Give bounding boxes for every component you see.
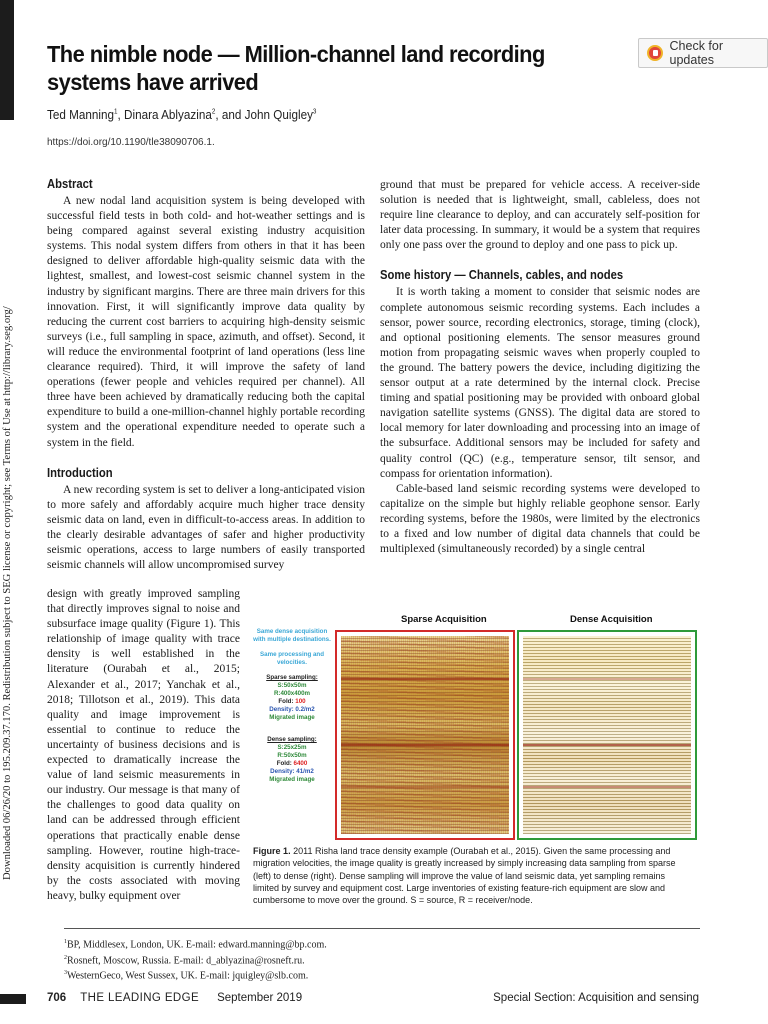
fold-label: Fold:	[276, 760, 294, 767]
page-number: 706	[47, 992, 67, 1004]
check-for-updates-label: Check for updates	[669, 39, 724, 67]
author-list	[47, 107, 316, 122]
footnote-mark: 1	[64, 939, 67, 945]
author-separator: , and	[215, 107, 245, 122]
dense-density: Density: 41/m2	[270, 768, 314, 775]
legend-note: Same processing and velocities.	[260, 651, 324, 666]
history-heading: Some history — Channels, cables, and nodes	[380, 268, 624, 283]
download-notice: Downloaded 06/26/20 to 195.209.37.170. Redistribution subject to SEG license or copyright; see Terms of Use at http://library.seg.org/	[2, 306, 13, 880]
dense-source-spacing: S:25x25m	[277, 744, 307, 751]
dense-migrated: Migrated image	[269, 776, 315, 783]
footnote	[64, 936, 327, 952]
author-name: Ted Manning	[47, 107, 115, 122]
dense-receiver-spacing: R:50x50m	[277, 752, 307, 759]
fold-label: Fold:	[278, 698, 296, 705]
abstract-heading: Abstract	[47, 177, 93, 191]
sidebar-decoration	[0, 0, 14, 120]
footnote-mark: 3	[64, 970, 67, 977]
dense-acquisition-title: Dense Acquisition	[570, 614, 653, 625]
caption-label: Figure 1.	[253, 846, 291, 857]
sparse-acquisition-title: Sparse Acquisition	[401, 614, 487, 625]
check-for-updates-button[interactable]	[638, 38, 768, 68]
left-column	[47, 176, 365, 573]
fold-value: 6400	[293, 760, 308, 767]
sparse-receiver-spacing: R:400x400m	[273, 690, 311, 697]
sparse-sampling-heading: Sparse sampling:	[266, 674, 318, 681]
body-paragraph: Cable-based land seismic recording systems were developed to capitalize on the simple but highly reliable geophone sensor. Early recording systems, before the 1980s, were limited by the electronics to a fixed and low number of digital data channels that could be multiplexed (simultaneously recorded) by a single central	[380, 482, 700, 556]
doi-link[interactable]: https://doi.org/10.1190/tle38090706.1.	[47, 137, 215, 148]
footnote-text: Rosneft, Moscow, Russia. E-mail: d_ablyazina@rosneft.ru.	[67, 954, 305, 966]
article-title: The nimble node — Million-channel land recording systems have arrived	[47, 41, 545, 95]
left-column-narrow	[47, 587, 240, 904]
body-paragraph: It is worth taking a moment to consider that seismic nodes are complete autonomous seismic recording systems. Each includes a sensor, power source, recording electronics, storage, timing (clock), and optional positioning elements. The sensor measures ground motion from propagating seismic waves when properly coupled to the ground. The battery powers the device, including digitizing the sensor output at a rate determined by the internal clock. Precise timing and spatial positioning may be provided with onboard global navigation satellite systems (GNSS). The digital data are stored to local memory for later downloading and processing into an image of the subsurface. Additional sensors may be included for safety and quality control (QC) (e.g., temperature sensor, tilt sensor, and compass for orientation information).	[380, 286, 700, 480]
figure-1	[253, 608, 699, 840]
right-column	[380, 178, 700, 557]
journal-name: THE LEADING EDGE	[80, 992, 200, 1004]
author-name: John Quigley	[244, 107, 313, 122]
dense-seismic-image	[517, 630, 697, 840]
legend-note: Same dense acquisition with multiple destinations.	[253, 628, 331, 643]
affiliation-mark: 2	[211, 108, 216, 116]
body-paragraph: ground that must be prepared for vehicle access. A receiver-side solution is needed that is lightweight, small, cableless, does not require line clearance to deploy, and can accurately self-position for later data processing. In summary, it would be a system that requires only one pass over the ground to deploy and one pass to pick up.	[380, 179, 700, 252]
footnote-text: WesternGeco, West Sussex, UK. E-mail: jquigley@slb.com.	[67, 970, 309, 982]
figure-caption	[253, 846, 676, 907]
dense-fold	[253, 760, 331, 768]
footnotes	[64, 936, 327, 983]
caption-text: 2011 Risha land trace density example (Ourabah et al., 2015). Given the same processing and migration velocities, the image quality is greatly increased by simply increasing data sampling from sparse (left) to dense (right). Dense sampling will improve the value of land seismic data, yet sampling remains limited by survey and equipment cost. Large inventories of existing feature-rich equipment are slow and cumbersome to move over the ground. S = source, R = receiver/node.	[253, 846, 676, 907]
author-name: Dinara Ablyazina	[124, 107, 212, 122]
section-name: Special Section: Acquisition and sensing	[493, 992, 699, 1004]
introduction-heading: Introduction	[47, 465, 113, 480]
fold-value: 100	[295, 698, 306, 705]
affiliation-mark: 3	[312, 108, 317, 116]
affiliation-mark: 1	[114, 108, 118, 116]
footnote	[64, 967, 327, 983]
issue-date: September 2019	[217, 992, 303, 1004]
page-footer	[47, 992, 699, 1004]
sparse-fold	[253, 698, 331, 706]
author-separator: ,	[117, 107, 125, 122]
sparse-seismic-image	[335, 630, 515, 840]
sparse-density: Density: 0.2/m2	[269, 706, 315, 713]
footer-decoration	[0, 994, 26, 1004]
dense-sampling-heading: Dense sampling:	[267, 736, 317, 743]
figure-legend	[253, 628, 331, 784]
crossmark-icon	[647, 45, 663, 61]
sparse-source-spacing: S:50x50m	[277, 682, 307, 689]
footnote-mark: 2	[64, 954, 67, 961]
footnote	[64, 952, 327, 968]
sparse-migrated: Migrated image	[269, 714, 315, 721]
footnote-text: BP, Middlesex, London, UK. E-mail: edward.manning@bp.com.	[67, 939, 327, 951]
intro-paragraph-continued: design with greatly improved sampling that directly improves signal to noise and subsurface image quality (Figure 1). This relationship of image quality with trace density is well established in the literature (Ourabah et al., 2015; Alexander et al., 2017; Yanchak et al., 2018; Tillotson et al., 2019). This data quality and image improvement is essential to continue to reduce the uncertainty of business decisions and is expected to dramatically increase the value of land seismic measurements in our industry. Our message is that many of the challenges to good data quality on land can be addressed through efficient operations that practically enable dense sampling. However, routine high-trace-density acquisition is currently hindered by the costs associated with moving heavy, bulky equipment over	[47, 588, 240, 902]
intro-paragraph: A new recording system is set to deliver a long-anticipated vision to more safely and affordably acquire much higher trace density seismic data on land, even in difficult-to-access areas. In addition to the clearly desirable advantages of safer and higher productivity seismic operations, access to large numbers of easily transported seismic channels will allow uncompromised survey	[47, 483, 365, 572]
footnote-divider	[64, 928, 700, 929]
abstract-text: A new nodal land acquisition system is being developed with successful field tests in both cold- and hot-weather settings and is being compared against several existing industry acquisition systems. This nodal system differs from others in that it has been designed to deliver affordable high-quality seismic data with the lightest, smallest, and lowest-cost seismic channel system in the industry by significant margins. There are three main drivers for this innovation. First, it will significantly improve data quality by reducing the current cost barriers to acquiring high-density seismic surveys (i.e., full sampling in space, azimuth, and offset). Second, it will reduce the environmental footprint of land operations (less line clearance required). Third, it will improve the safety of land operations (fewer people and vehicles required per channel). All three have been achieved by dramatically reducing both the capital expenditure to build a one-million-channel highly portable recording system and the operational expenditure needed to operate such a system in the field.	[47, 195, 365, 449]
